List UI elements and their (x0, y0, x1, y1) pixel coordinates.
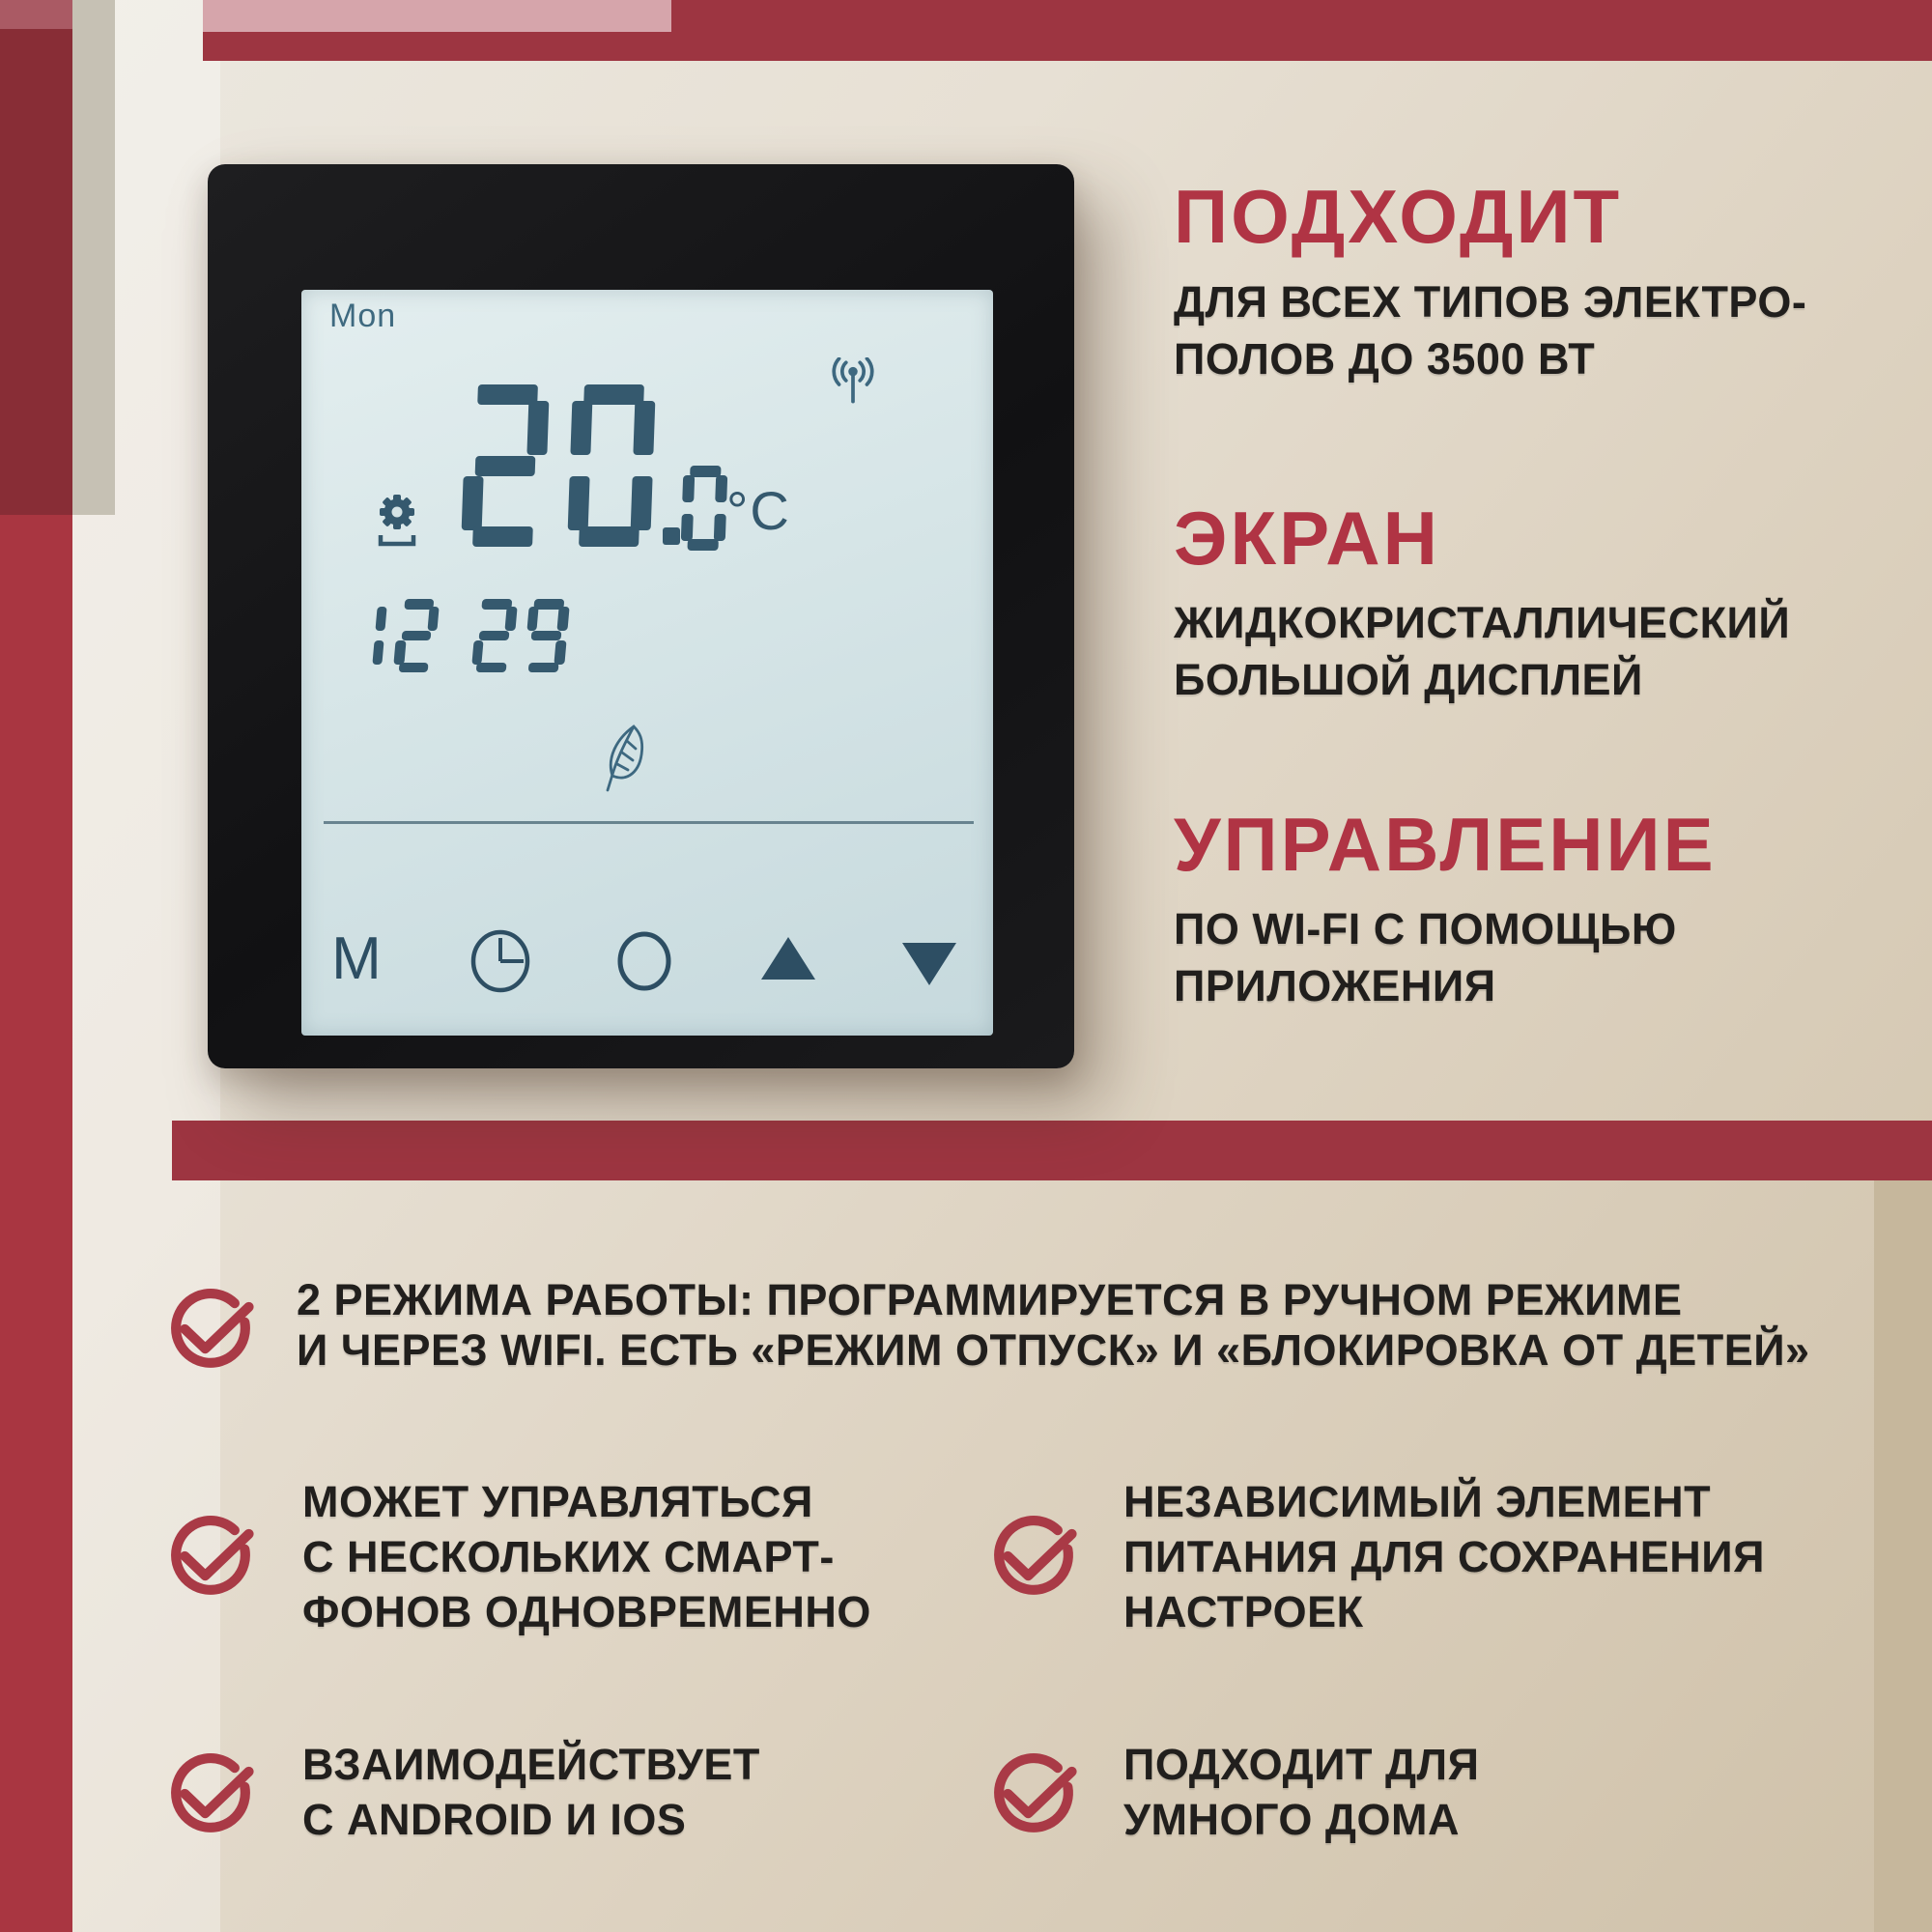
section-screen-line-2: БОЛЬШОЙ ДИСПЛЕЙ (1174, 655, 1643, 704)
power-circle-button[interactable] (616, 930, 672, 992)
bullet-battery-line-2: ПИТАНИЯ ДЛЯ СОХРАНЕНИЯ (1123, 1532, 1765, 1581)
mode-button[interactable]: M (331, 925, 382, 992)
lcd-divider-line (324, 821, 974, 824)
thermostat-lcd-screen (301, 290, 993, 1036)
section-control-line-1: ПО WI-FI С ПОМОЩЬЮ (1174, 904, 1677, 953)
left-red-bar-shade (0, 29, 72, 515)
bullet-modes-line-1: 2 РЕЖИМА РАБОТЫ: ПРОГРАММИРУЕТСЯ В РУЧНОМ РЕЖИМЕ (297, 1275, 1683, 1324)
bullet-multiphone-line-3: ФОНОВ ОДНОВРЕМЕННО (302, 1587, 871, 1636)
check-circle-icon (989, 1748, 1078, 1837)
section-suitable-line-1: ДЛЯ ВСЕХ ТИПОВ ЭЛЕКТРО- (1174, 277, 1807, 327)
middle-red-divider (172, 1121, 1932, 1180)
left-taupe-stripe (72, 0, 115, 515)
top-maroon-band-left (203, 32, 671, 61)
time-display (341, 599, 570, 672)
bullet-multiphone-line-1: МОЖЕТ УПРАВЛЯТЬСЯ (302, 1477, 813, 1526)
top-pink-bar (203, 0, 671, 32)
bullet-modes-line-2: И ЧЕРЕЗ WIFI. ЕСТЬ «РЕЖИМ ОТПУСК» И «БЛОКИРОВКА ОТ ДЕТЕЙ» (297, 1325, 1810, 1375)
bullet-os-line-2: С ANDROID И IOS (302, 1795, 687, 1844)
bullet-battery-line-3: НАСТРОЕК (1123, 1587, 1364, 1636)
section-heading-screen: ЭКРАН (1174, 496, 1440, 581)
temperature-display (461, 384, 656, 547)
bullet-smarthome-line-2: УМНОГО ДОМА (1123, 1795, 1460, 1844)
wifi-signal-icon (821, 357, 885, 410)
check-circle-icon (166, 1511, 255, 1600)
gear-icon (370, 489, 424, 551)
top-left-corner-square (0, 0, 72, 29)
temperature-decimal-point (663, 527, 680, 545)
check-circle-icon (166, 1748, 255, 1837)
top-maroon-band (671, 0, 1932, 61)
bullet-os-line-1: ВЗАИМОДЕЙСТВУЕТ (302, 1740, 760, 1789)
thermostat-device (208, 164, 1074, 1068)
section-heading-control: УПРАВЛЕНИЕ (1174, 802, 1717, 887)
check-circle-icon (166, 1284, 255, 1373)
bullet-multiphone-line-2: С НЕСКОЛЬКИХ СМАРТ- (302, 1532, 835, 1581)
temp-up-button[interactable] (759, 935, 817, 981)
leaf-icon (601, 724, 655, 793)
temp-down-button[interactable] (900, 941, 958, 987)
bullet-battery-line-1: НЕЗАВИСИМЫЙ ЭЛЕМЕНТ (1123, 1477, 1712, 1526)
day-label: Mon (329, 298, 397, 334)
section-suitable-line-2: ПОЛОВ ДО 3500 ВТ (1174, 334, 1596, 384)
section-control-line-2: ПРИЛОЖЕНИЯ (1174, 961, 1496, 1010)
schedule-clock-button[interactable] (468, 928, 533, 994)
bullet-smarthome-line-1: ПОДХОДИТ ДЛЯ (1123, 1740, 1480, 1789)
section-heading-suitable: ПОДХОДИТ (1174, 174, 1623, 259)
check-circle-icon (989, 1511, 1078, 1600)
temperature-unit: °C (726, 480, 791, 541)
temperature-decimal-digit (680, 466, 727, 551)
section-screen-line-1: ЖИДКОКРИСТАЛЛИЧЕСКИЙ (1174, 598, 1791, 647)
bottom-right-shade-strip (1874, 1180, 1932, 1932)
